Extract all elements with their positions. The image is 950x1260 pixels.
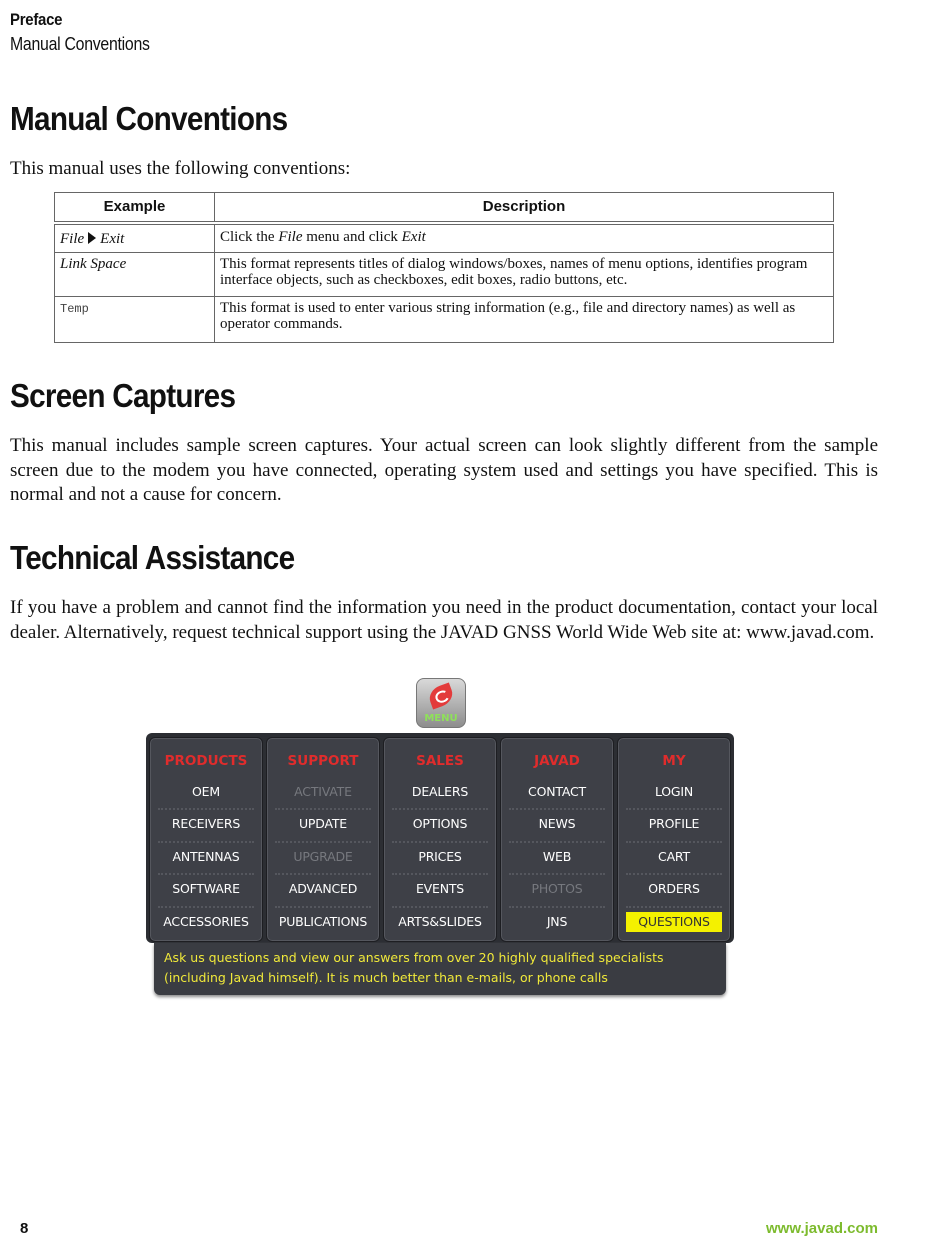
menu-item-publications[interactable]: PUBLICATIONS xyxy=(267,906,379,938)
menu-item-events[interactable]: EVENTS xyxy=(384,873,496,905)
desc-text: Click the xyxy=(220,228,279,245)
menu-column-heading[interactable]: JAVAD xyxy=(534,753,580,769)
menu-column-heading[interactable]: PRODUCTS xyxy=(164,753,248,769)
menu-item-activate[interactable]: ACTIVATE xyxy=(294,784,352,799)
heading-manual-conventions: Manual Conventions xyxy=(10,100,288,137)
menu-item-login[interactable]: LOGIN xyxy=(654,784,694,799)
menu-item-questions[interactable] xyxy=(618,906,730,938)
menu-column-sales xyxy=(383,737,497,942)
running-header-section: Preface xyxy=(10,10,63,29)
menu-item-accessories[interactable]: ACCESSORIES xyxy=(150,906,262,938)
menu-item-prices[interactable]: PRICES xyxy=(384,841,496,873)
footer-url[interactable]: www.javad.com xyxy=(766,1220,878,1237)
menu-item-cart[interactable]: CART xyxy=(618,841,730,873)
heading-technical-assistance: Technical Assistance xyxy=(10,539,295,576)
menu-item-orders[interactable]: ORDERS xyxy=(618,873,730,905)
example-cell xyxy=(55,253,215,297)
desc-file: File xyxy=(278,228,303,245)
menu-column-products xyxy=(149,737,263,942)
menu-button[interactable] xyxy=(416,678,466,728)
running-header-subsection: Manual Conventions xyxy=(10,34,150,54)
menu-item-advanced[interactable]: ADVANCED xyxy=(267,873,379,905)
menu-column-javad xyxy=(500,737,614,942)
conventions-intro: This manual uses the following conventions: xyxy=(10,158,351,179)
menu-item-questions-label: QUESTIONS xyxy=(626,912,721,932)
menu-item-contact[interactable]: CONTACT xyxy=(528,784,586,799)
menu-item-receivers[interactable]: RECEIVERS xyxy=(150,808,262,840)
menu-item-jns[interactable]: JNS xyxy=(501,906,613,938)
javad-leaf-icon xyxy=(426,682,455,709)
description-cell: This format is used to enter various string information (e.g., file and directory names) as well as operator commands. xyxy=(215,297,834,343)
example-temp: Temp xyxy=(60,302,89,316)
menu-item-options[interactable]: OPTIONS xyxy=(384,808,496,840)
menu-item-dealers[interactable]: DEALERS xyxy=(411,784,469,799)
conventions-table xyxy=(54,192,834,343)
menu-item-arts-slides[interactable]: ARTS&SLIDES xyxy=(384,906,496,938)
table-row xyxy=(55,297,834,343)
menu-column-heading[interactable]: SALES xyxy=(416,753,464,769)
heading-screen-captures: Screen Captures xyxy=(10,377,236,414)
table-header-row xyxy=(55,193,834,223)
menu-button-label: MENU xyxy=(424,713,458,724)
example-exit: Exit xyxy=(100,230,125,247)
menu-item-news[interactable]: NEWS xyxy=(501,808,613,840)
table-row xyxy=(55,223,834,253)
desc-text: menu and click xyxy=(302,228,402,245)
screen-captures-body: This manual includes sample screen captures. Your actual screen can look slightly different from the sample screen due to the modem you have connected, operating system used and settings you have specified. This is normal and not a cause for concern. xyxy=(10,435,878,505)
table-row xyxy=(55,253,834,297)
page-number: 8 xyxy=(20,1220,29,1237)
menu-panel xyxy=(146,733,734,943)
menu-item-software[interactable]: SOFTWARE xyxy=(150,873,262,905)
tooltip-line: Ask us questions and view our answers from over 20 highly qualified specialists xyxy=(164,950,664,965)
column-header-description: Description xyxy=(215,193,834,223)
menu-item-oem[interactable]: OEM xyxy=(192,784,220,799)
menu-item-antennas[interactable]: ANTENNAS xyxy=(150,841,262,873)
column-header-example: Example xyxy=(55,193,215,223)
menu-item-upgrade[interactable]: UPGRADE xyxy=(267,841,379,873)
menu-item-update[interactable]: UPDATE xyxy=(267,808,379,840)
menu-column-heading[interactable]: SUPPORT xyxy=(287,753,359,769)
description-cell: This format represents titles of dialog windows/boxes, names of menu options, identifies program interface objects, such as checkboxes, edit boxes, radio buttons, etc. xyxy=(215,253,834,297)
menu-column-support xyxy=(266,737,380,942)
example-file: File xyxy=(60,230,85,247)
technical-assistance-body: If you have a problem and cannot find the information you need in the product documentation, contact your local dealer. Alternatively, request technical support using the JAVAD GNSS World Wide Web site at: www.javad.com. xyxy=(10,597,878,643)
example-link-space: Link Space xyxy=(60,256,127,272)
description-cell xyxy=(215,223,834,253)
menu-column-heading[interactable]: MY xyxy=(662,753,686,769)
tooltip-line: (including Javad himself). It is much better than e-mails, or phone calls xyxy=(164,970,608,985)
menu-item-photos[interactable]: PHOTOS xyxy=(501,873,613,905)
menu-item-web[interactable]: WEB xyxy=(501,841,613,873)
menu-tooltip xyxy=(154,943,726,995)
menu-item-profile[interactable]: PROFILE xyxy=(618,808,730,840)
website-menu-screenshot xyxy=(146,678,736,1000)
example-cell xyxy=(55,223,215,253)
example-cell xyxy=(55,297,215,343)
menu-arrow-icon xyxy=(88,232,96,244)
desc-exit: Exit xyxy=(401,228,426,245)
menu-column-my xyxy=(617,737,731,942)
